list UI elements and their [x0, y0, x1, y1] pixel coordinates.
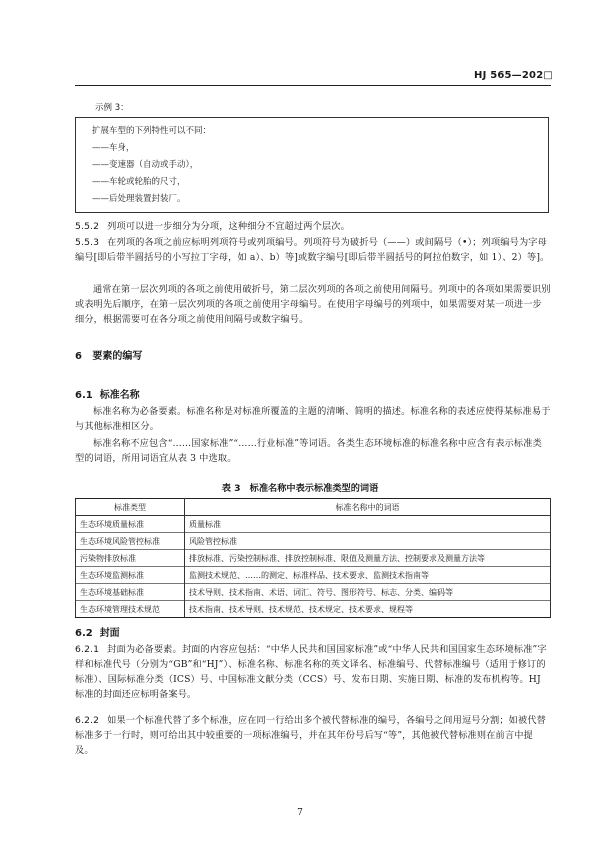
table-row — [76, 567, 551, 584]
example-label: 示例 3： — [95, 103, 129, 113]
clause-text: 在列项的各项之前应标明列项符号或列项编号。列项符号为破折号（——）或间隔号（•）；列项编号为字母编号[即后带半圆括号的小写拉丁字母，如 a）、b）等]或数字编号[即后带半圆括号的阿拉伯数字，如 1）、2）等]。 — [75, 237, 550, 263]
table-row — [76, 584, 551, 601]
paragraph: 标准名称为必备要素。标准名称是对标准所覆盖的主题的清晰、简明的描述。标准名称的表述应使得某标准易于与其他标准相区分。 — [75, 406, 551, 432]
section-number: 6 — [75, 351, 82, 362]
table-header-cell: 标准类型 — [76, 499, 185, 516]
table-row — [76, 601, 551, 618]
table-cell: 排放标准、污染控制标准、排放控制标准、限值及测量方法、控制要求及测量方法等 — [185, 550, 551, 567]
table-cell: 污染物排放标准 — [76, 550, 185, 567]
document-code: HJ 565—202□ — [474, 70, 553, 81]
table-cell: 技术指南、技术导则、技术规范、技术规定、技术要求、规程等 — [185, 601, 551, 618]
section-6-1-heading — [75, 386, 140, 401]
example-line: ——车身， — [92, 143, 135, 153]
paragraph: 标准名称不应包含“……国家标准”“……行业标准”等词语。各类生态环境标准的标准名称中应含有表示标准类型的词语，所用词语宜从表 3 中选取。 — [75, 438, 542, 464]
table-cell: 质量标准 — [185, 516, 551, 533]
section-number: 6.1 — [75, 390, 93, 401]
section-title: 封面 — [99, 628, 120, 639]
clause-text: 封面为必备要素。封面的内容应包括：“中华人民共和国国家标准”或“中华人民共和国国家生态环境标准”字样和标准代号（分别为“GB”和“HJ”）、标准名称、标准名称的英文译名、标准编号、代替标准编号（适用于修订的标准）、国际标准分类（ICS）号、中国标准文献分类（CCS）号、发布日期、实施日期、标准的发布机构等。HJ 标准的封面还应标明备案号。 — [75, 644, 547, 700]
example-line: ——后处理装置封装厂。 — [92, 194, 186, 204]
table-cell: 生态环境管理技术规范 — [76, 601, 185, 618]
table-cell: 生态环境质量标准 — [76, 516, 185, 533]
clause-5-5-2 — [75, 219, 551, 234]
clause-text: 如果一个标准代替了多个标准，应在同一行给出多个被代替标准的编号，各编号之间用逗号分割；如被代替标准多于一行时，则可给出其中较重要的一项标准编号，并在其年份号后写“等”，其他被代替标准则在前言中提及。 — [75, 715, 547, 756]
table-cell: 生态环境基础标准 — [76, 584, 185, 601]
standard-type-table — [75, 498, 551, 618]
table-cell: 监测技术规范、……的测定、标准样品、技术要求、监测技术指南等 — [185, 567, 551, 584]
clause-number: 5.5.2 — [75, 221, 100, 232]
table-row — [76, 533, 551, 550]
clause-number: 6.2.1 — [75, 644, 100, 655]
clause-text: 列项可以进一步细分为分项，这种细分不宜超过两个层次。 — [107, 221, 350, 232]
header-divider — [75, 85, 551, 86]
section-title: 标准名称 — [99, 390, 140, 401]
paragraph: 通常在第一层次列项的各项之前使用破折号，第二层次列项的各项之前使用间隔号。列项中的各项如果需要识别或表明先后顺序，在第一层次列项的各项之前使用字母编号。在使用字母编号的列项中，如果需要对某一项进一步细分，根据需要可在各分项之前使用间隔号或数字编号。 — [75, 284, 551, 325]
table-cell: 技术导则、技术指南、术语、词汇、符号、图形符号、标志、分类、编码等 — [185, 584, 551, 601]
table-row — [76, 516, 551, 533]
page-number: 7 — [297, 808, 303, 818]
table-header-cell: 标准名称中的词语 — [185, 499, 551, 516]
section-title: 要素的编写 — [92, 351, 143, 362]
table-cell: 风险管控标准 — [185, 533, 551, 550]
clause-6-2-1 — [75, 642, 551, 702]
table-header-row — [76, 499, 551, 516]
section-6-heading — [75, 347, 142, 362]
section-number: 6.2 — [75, 628, 93, 639]
table-caption: 表 3 标准名称中表示标准类型的词语 — [221, 483, 379, 494]
section-6-2-heading — [75, 624, 120, 639]
clause-5-5-3 — [75, 235, 551, 265]
example-line: ——车轮或轮胎的尺寸， — [92, 177, 186, 187]
clause-number: 5.5.3 — [75, 237, 100, 248]
example-line: ——变速器（自动或手动）， — [92, 160, 199, 170]
table-row — [76, 550, 551, 567]
table-cell: 生态环境监测标准 — [76, 567, 185, 584]
clause-number: 6.2.2 — [75, 715, 100, 726]
clause-6-2-2 — [75, 713, 551, 758]
table-cell: 生态环境风险管控标准 — [76, 533, 185, 550]
example-line: 扩展车型的下列特性可以不同： — [92, 126, 212, 136]
